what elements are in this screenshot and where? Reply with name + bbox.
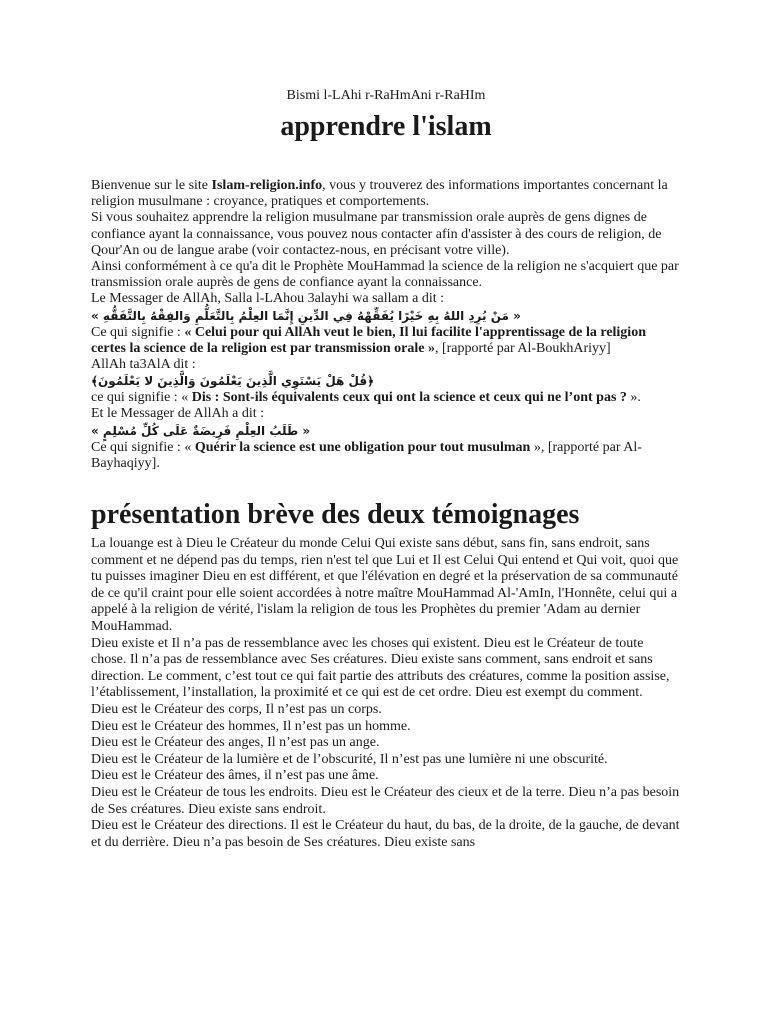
- verse-arabic: ﴿قُلْ هَلْ يَسْتَوِي الَّذِينَ يَعْلَمُونَ وَالَّذِينَ لا يَعْلَمُونَ﴾: [91, 374, 375, 389]
- section-paragraph: Dieu est le Créateur de tous les endroits. Dieu est le Créateur des cieux et de la terre. Dieu n’a pas besoin de Ses créatures. Dieu existe sans endroit.: [91, 784, 680, 817]
- section-paragraph: Dieu est le Créateur des âmes, il n’est pas une âme.: [91, 768, 379, 784]
- intro-section: [91, 178, 681, 472]
- section-paragraph: Dieu existe et Il n’a pas de ressemblance avec les choses qui existent. Dieu est le Créateur de toute chose. Il n’a pas de ressemblance avec Ses créatures. Dieu existe sans comment, sans endroit et sans direction. Le comment, c’est tout ce qui fait partie des attributs des créatures, comme la position assise, l’établissement, l’installation, la proximité et ce qui est de cet ordre. Dieu est exempt du comment.: [91, 635, 670, 701]
- contact-paragraph: Si vous souhaitez apprendre la religion musulmane par transmission orale auprès de gens dignes de confiance ayant la connaissance, vous pouvez nous contacter afin d'assister à des cours de religion, de Qour'An ou de langue arabe (voir contactez-nous, en précisant votre ville).: [91, 210, 662, 258]
- site-name: Islam-religion.info: [211, 178, 323, 193]
- section-body: [91, 536, 681, 851]
- messenger-said-line-2: Et le Messager de AllAh a dit :: [91, 406, 265, 422]
- section-paragraph: Dieu est le Créateur de la lumière et de l’obscurité, Il n’est pas une lumière ni une obscurité.: [91, 751, 608, 767]
- hadith-translation-1: Ce qui signifie : « Celui pour qui AllAh veut le bien, Il lui facilite l'apprentissage de la religion certes la science de la religion est par transmission orale », [rapporté par Al-BoukhAriyy]: [91, 324, 646, 356]
- section-paragraph: Dieu est le Créateur des hommes, Il n’est pas un homme.: [91, 718, 411, 734]
- hadith-translation-2: Ce qui signifie : « Quérir la science est une obligation pour tout musulman », [rapporté par Al-Bayhaqiyy].: [91, 439, 642, 471]
- section-paragraph: Dieu est le Créateur des anges, Il n’est pas un ange.: [91, 735, 380, 751]
- document-page: [91, 88, 681, 851]
- basmala-line: Bismi l-LAhi r-RaHmAni r-RaHIm: [286, 88, 486, 103]
- transmission-paragraph: Ainsi conformément à ce qu'a dit le Prophète MouHammad la science de la religion ne s'acquiert que par transmission orale auprès de gens de confiance ayant la connaissance.: [91, 259, 679, 291]
- section-title: présentation brève des deux témoignages: [91, 499, 580, 531]
- allah-said-line: AllAh ta3AlA dit :: [91, 357, 196, 373]
- hadith-arabic-1: « مَنْ يُرِدِ اللهُ بِهِ خَيْرًا يُفَقِّهْهُ فِي الدِّينِ إِنَّمَا العِلْمُ بِالتَّعَلُّمِ وَالفِقْهُ بِالتَّفَقُّهِ »: [91, 308, 521, 323]
- section-paragraph: La louange est à Dieu le Créateur du monde Celui Qui existe sans début, sans fin, sans endroit, sans comment et ne dépend pas du temps, rien n'est tel que Lui et Il est Celui Qui entend et Qui voit, quoi que tu puisses imaginer Dieu en est différent, et que l'élévation en degré et la préservation de sa communauté de ce qu'il craint pour elle soient accordées à notre maître MouHammad Al-'AmIn, l'Honnête, celui qui a appelé à la religion de vérité, l'islam la religion de tous les Prophètes du premier 'Adam au dernier MouHammad.: [91, 536, 679, 635]
- verse-translation: ce qui signifie : « Dis : Sont-ils équivalents ceux qui ont la science et ceux qui ne l’ont pas ? ».: [91, 390, 641, 406]
- section-paragraph: Dieu est le Créateur des directions. Il est le Créateur du haut, du bas, de la droite, de la gauche, de devant et du derrière. Dieu n’a pas besoin de Ses créatures. Dieu existe sans: [91, 818, 680, 850]
- section-paragraph: Dieu est le Créateur des corps, Il n’est pas un corps.: [91, 701, 382, 717]
- messenger-said-line: Le Messager de AllAh, Salla l-LAhou 3alayhi wa sallam a dit :: [91, 291, 445, 307]
- intro-paragraph: Bienvenue sur le site Islam-religion.info, vous y trouverez des informations importantes concernant la religion musulmane : croyance, pratiques et comportements.: [91, 178, 668, 210]
- page-title: apprendre l'islam: [280, 111, 492, 142]
- hadith-arabic-2: « طَلَبُ العِلْمِ فَرِيضَةٌ عَلَى كُلِّ مُسْلِمٍ »: [91, 423, 311, 438]
